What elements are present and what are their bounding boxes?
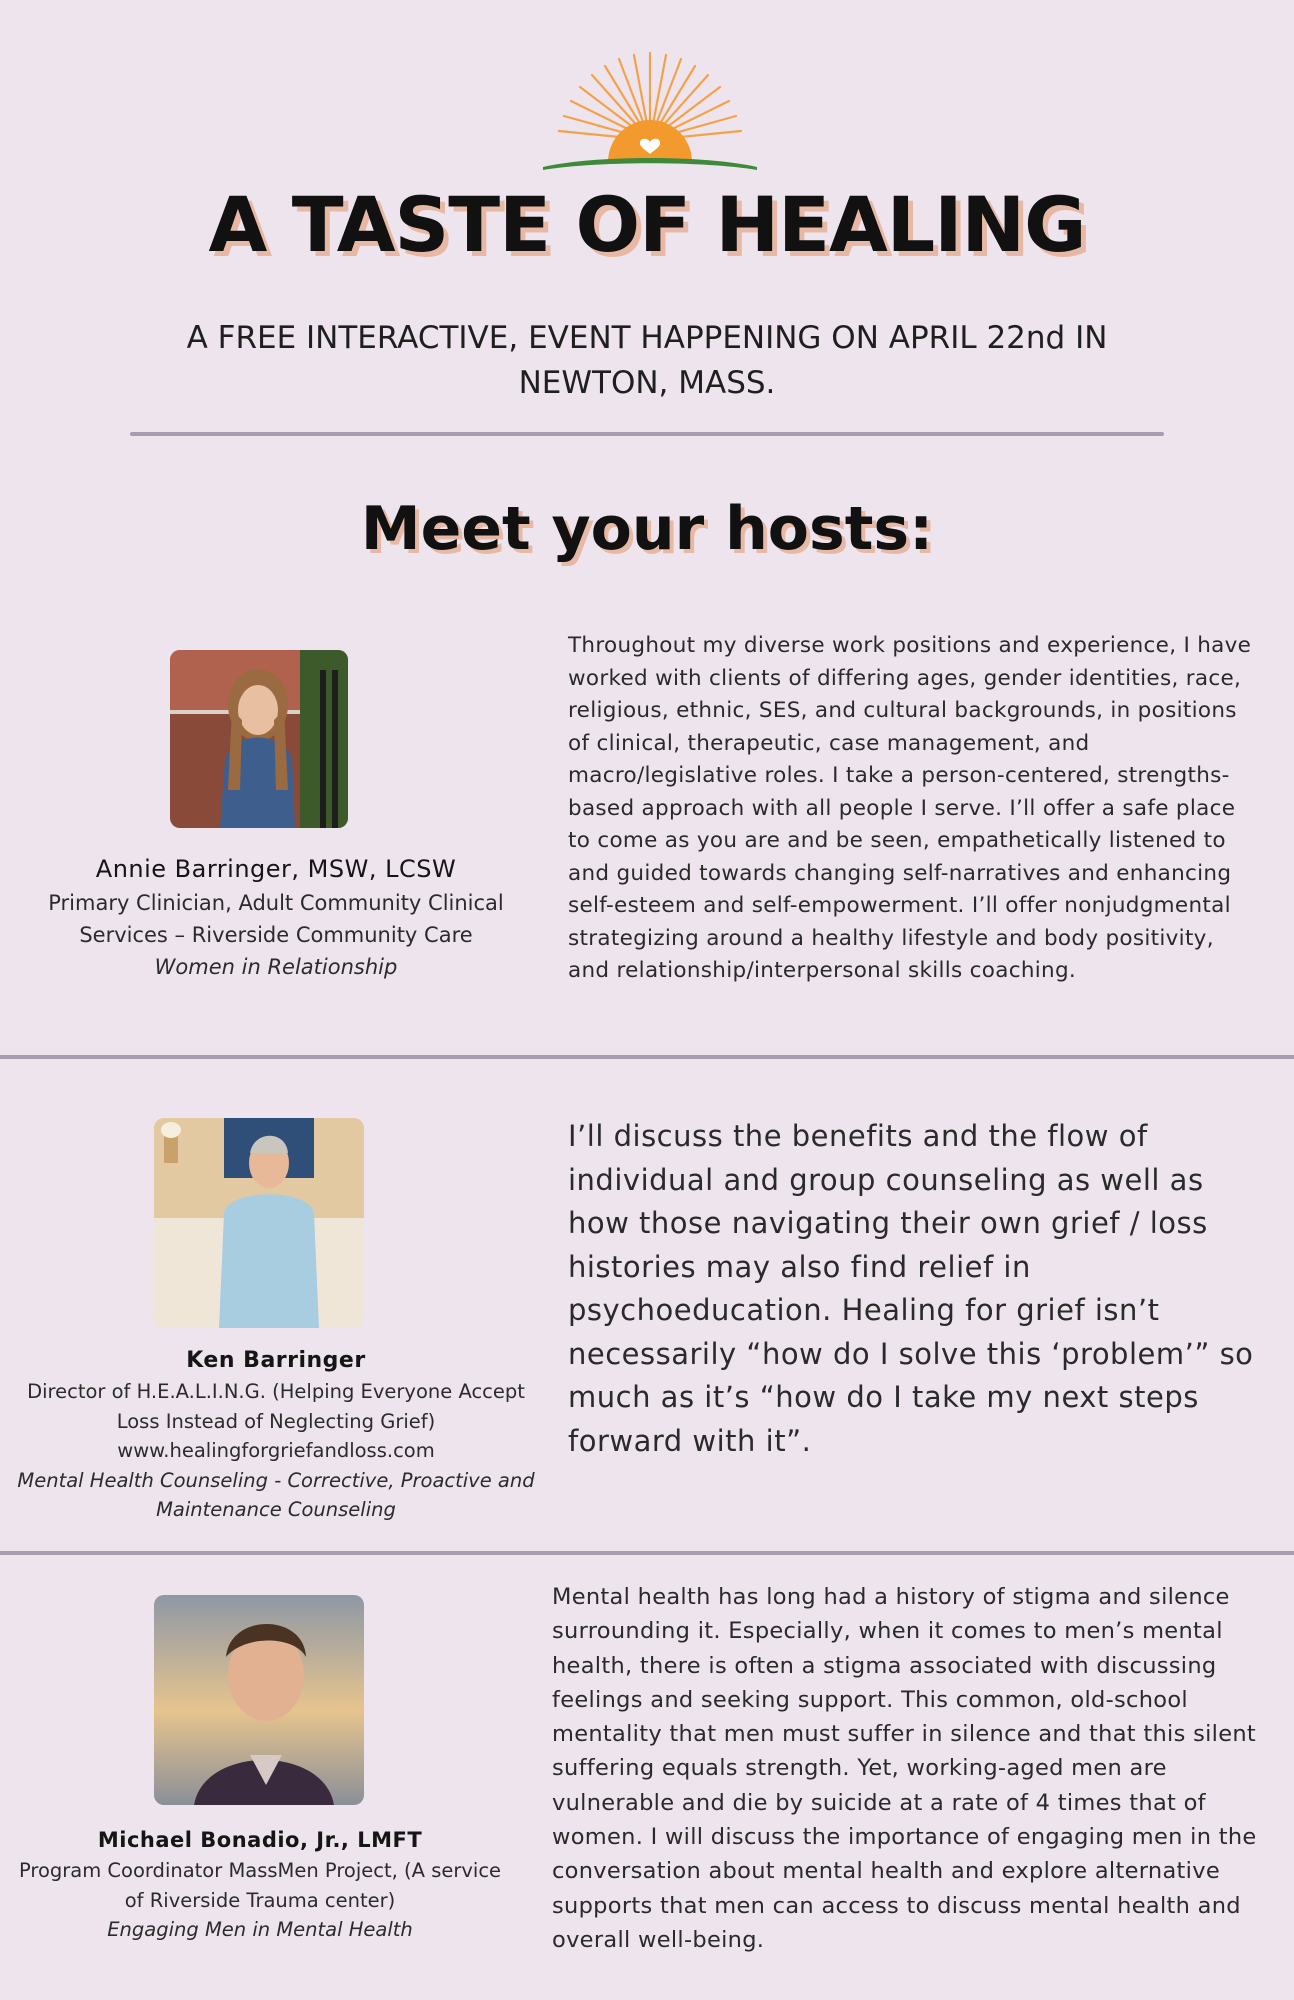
event-title: A TASTE OF HEALING — [208, 180, 1086, 269]
host-photo-annie — [170, 650, 348, 828]
host-focus: Engaging Men in Mental Health — [107, 1918, 413, 1941]
host-info-ken — [10, 1348, 542, 1525]
host-focus: Mental Health Counseling - Corrective, Proactive and Maintenance Counseling — [17, 1468, 535, 1521]
header-divider — [130, 432, 1164, 436]
host-bio-michael: Mental health has long had a history of stigma and silence surrounding it. Especially, when it comes to men’s mental health, there is often a stigma associated with discussing feelings and seeking support. This common, old-school mentality that men must suffer in silence and that this silent suffering equals strength. Yet, working-aged men are vulnerable and die by suicide at a rate of 4 times that of women. I will discuss the importance of engaging men in the conversation about mental health and explore alternative supports that men can access to discuss mental health and overall well-being. — [552, 1584, 1257, 1953]
host-role: Director of H.E.A.L.I.N.G. (Helping Everyone Accept Loss Instead of Neglecting Grief) — [27, 1380, 525, 1433]
event-subtitle: A FREE INTERACTIVE, EVENT HAPPENING ON APRIL 22nd IN NEWTON, MASS. — [186, 320, 1108, 401]
host-name: Annie Barringer, MSW, LCSW — [95, 855, 457, 883]
host-info-michael — [10, 1828, 510, 1945]
host-name: Ken Barringer — [186, 1348, 366, 1373]
host-website-link[interactable]: www.healingforgriefandloss.com — [117, 1439, 435, 1462]
sunrise-heart-icon — [535, 45, 765, 175]
host-info-annie — [10, 855, 542, 983]
host-bio-annie: Throughout my diverse work positions and experience, I have worked with clients of differing ages, gender identities, race, religious, ethnic, SES, and cultural backgrounds, in positions of clinical, therapeutic, case management, and macro/legislative roles. I take a person-centered, strengths-based approach with all people I serve. I’ll offer a safe place to come as you are and be seen, empathetically listened to and guided towards changing self-narratives and enhancing self-esteem and self-empowerment. I’ll offer nonjudgmental strategizing around a healthy lifestyle and body positivity, and relationship/interpersonal skills coaching. — [568, 633, 1252, 983]
hosts-heading: Meet your hosts: — [360, 494, 934, 564]
host-role: Program Coordinator MassMen Project, (A service of Riverside Trauma center) — [18, 1859, 502, 1912]
host-focus: Women in Relationship — [154, 955, 398, 979]
section-divider — [0, 1055, 1294, 1059]
host-role: Primary Clinician, Adult Community Clinical Services – Riverside Community Care — [48, 891, 504, 947]
host-photo-michael — [154, 1595, 364, 1805]
host-name: Michael Bonadio, Jr., LMFT — [97, 1828, 423, 1852]
host-bio-ken: I’ll discuss the benefits and the flow of individual and group counseling as well as how those navigating their own grief / loss histories may also find relief in psychoeducation. Healing for grief isn’t necessarily “how do I solve this ‘problem’” so much as it’s “how do I take my next steps forward with it”. — [568, 1119, 1254, 1458]
host-photo-ken — [154, 1118, 364, 1328]
section-divider — [0, 1551, 1294, 1555]
